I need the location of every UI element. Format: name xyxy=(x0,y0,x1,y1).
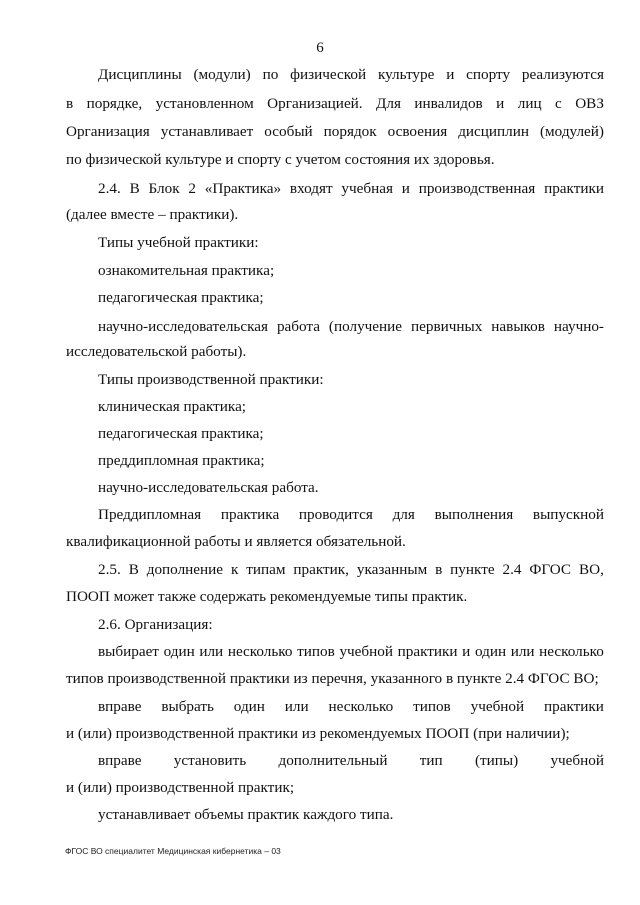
word: «Практика» xyxy=(204,180,282,197)
word: Организация xyxy=(66,123,150,140)
word: типам xyxy=(246,561,286,578)
word: дисциплин xyxy=(458,123,530,140)
word: вправе xyxy=(98,698,142,715)
word: учебной xyxy=(339,643,393,660)
word: работа xyxy=(276,318,320,335)
word: и xyxy=(401,180,410,197)
word: В xyxy=(128,561,139,578)
word: ОВЗ xyxy=(575,95,604,112)
word: по xyxy=(262,66,279,83)
word: 2.5. xyxy=(98,561,121,578)
word: входят xyxy=(289,180,333,197)
text-line xyxy=(98,506,604,524)
text-line: Типы производственной практики: xyxy=(98,371,324,388)
word: Для xyxy=(376,95,401,112)
text-line xyxy=(98,66,604,84)
text-line xyxy=(98,698,604,716)
word: практики xyxy=(544,698,604,715)
word: производственная xyxy=(418,180,536,197)
text-line: по физической культуре и спорту с учетом состояния их здоровья. xyxy=(66,151,495,168)
word: порядок xyxy=(323,123,377,140)
word: дополнительный xyxy=(278,752,388,769)
word: или xyxy=(199,643,224,660)
word: 2.4. xyxy=(98,180,121,197)
word: инвалидов xyxy=(414,95,483,112)
word: с xyxy=(555,95,562,112)
text-line xyxy=(66,123,604,141)
word: (типы) xyxy=(474,752,519,769)
word: в xyxy=(435,561,443,578)
word: практик, xyxy=(293,561,349,578)
word: несколько xyxy=(539,643,604,660)
word: 2 xyxy=(188,180,196,197)
word: (получение xyxy=(328,318,403,335)
word: первичных xyxy=(411,318,483,335)
word: (модули) xyxy=(193,66,251,83)
text-line: Типы учебной практики: xyxy=(98,234,259,251)
word: типов xyxy=(413,698,451,715)
word: практики xyxy=(397,643,458,660)
word: спорту xyxy=(466,66,511,83)
text-line xyxy=(98,318,604,336)
word: один xyxy=(233,698,265,715)
text-line: преддипломная практика; xyxy=(98,452,265,469)
word: Организацией. xyxy=(267,95,363,112)
word: несколько xyxy=(227,643,293,660)
word: Преддипломная xyxy=(98,506,202,523)
word: в xyxy=(66,95,74,112)
word: научно-исследовательская xyxy=(98,318,268,335)
page-number: 6 xyxy=(316,40,324,56)
text-line: педагогическая практика; xyxy=(98,425,264,442)
word: порядке, xyxy=(86,95,143,112)
text-line: (далее вместе – практики). xyxy=(66,206,239,223)
text-line: ознакомительная практика; xyxy=(98,262,275,279)
word: практика xyxy=(220,506,280,523)
word: один xyxy=(163,643,195,660)
text-line: клиническая практика; xyxy=(98,398,247,415)
word: или xyxy=(284,698,309,715)
text-line xyxy=(98,643,604,661)
text-line: ПООП может также содержать рекомендуемые типы практик. xyxy=(66,588,468,605)
word: дополнение xyxy=(146,561,224,578)
word: лиц xyxy=(517,95,542,112)
word: проводится xyxy=(298,506,373,523)
word: выполнения xyxy=(434,506,514,523)
text-line: научно-исследовательская работа. xyxy=(98,479,319,496)
text-line xyxy=(98,752,604,770)
text-line: 2.6. Организация: xyxy=(98,616,213,633)
word: ФГОС xyxy=(529,561,572,578)
word: В xyxy=(129,180,140,197)
word: установленном xyxy=(155,95,254,112)
word: для xyxy=(392,506,415,523)
word: Дисциплины xyxy=(98,66,182,83)
word: практики xyxy=(544,180,604,197)
word: пункте xyxy=(450,561,495,578)
word: особый xyxy=(264,123,313,140)
word: и xyxy=(496,95,505,112)
footer-note: ФГОС ВО специалитет Медицинская кибернетика – 03 xyxy=(65,846,281,856)
word: и xyxy=(446,66,455,83)
text-line: устанавливает объемы практик каждого типа. xyxy=(98,806,394,823)
word: 2.4 xyxy=(502,561,522,578)
word: тип xyxy=(419,752,443,769)
word: ВО, xyxy=(578,561,604,578)
word: к xyxy=(230,561,239,578)
word: или xyxy=(510,643,535,660)
text-line: исследовательской работы). xyxy=(66,343,247,360)
text-line: педагогическая практика; xyxy=(98,289,264,306)
word: один xyxy=(474,643,507,660)
word: реализуются xyxy=(521,66,604,83)
text-line: квалификационной работы и является обязательной. xyxy=(66,533,406,550)
text-line: и (или) производственной практик; xyxy=(66,779,295,796)
word: культуре xyxy=(377,66,435,83)
word: выпускной xyxy=(532,506,604,523)
word: (модулей) xyxy=(540,123,604,140)
word: физической xyxy=(290,66,367,83)
text-line xyxy=(66,95,604,113)
text-line xyxy=(98,180,604,198)
word: навыков xyxy=(491,318,545,335)
word: указанным xyxy=(356,561,428,578)
word: учебной xyxy=(550,752,604,769)
word: освоения xyxy=(387,123,448,140)
word: выбирает xyxy=(98,643,159,660)
word: учебной xyxy=(470,698,525,715)
word: учебная xyxy=(341,180,393,197)
word: научно- xyxy=(553,318,604,335)
text-line xyxy=(98,561,604,579)
text-line: и (или) производственной практики из рекомендуемых ПООП (при наличии); xyxy=(66,725,570,742)
text-line: типов производственной практики из перечня, указанного в пункте 2.4 ФГОС ВО; xyxy=(66,670,599,687)
word: Блок xyxy=(148,180,180,197)
word: установить xyxy=(173,752,247,769)
word: выбрать xyxy=(161,698,214,715)
word: несколько xyxy=(328,698,394,715)
word: устанавливает xyxy=(160,123,254,140)
word: вправе xyxy=(98,752,142,769)
word: и xyxy=(462,643,471,660)
word: типов xyxy=(297,643,335,660)
